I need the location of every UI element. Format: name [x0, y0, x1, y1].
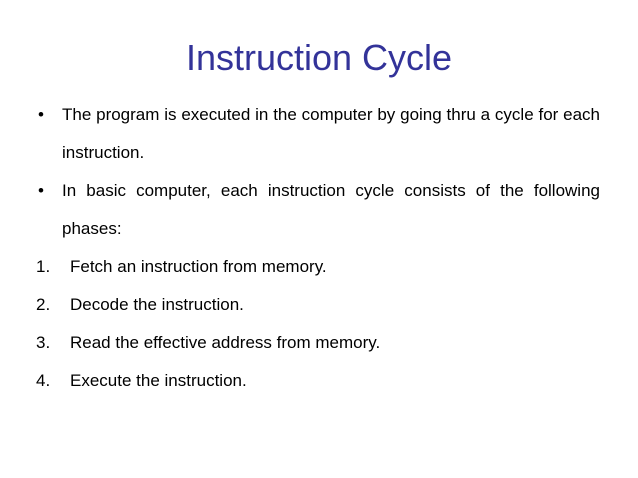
- step-item: [0, 286, 638, 324]
- step-number: 4.: [36, 371, 51, 390]
- step-item: [0, 324, 638, 362]
- step-number: 1.: [36, 257, 51, 276]
- slide-title: Instruction Cycle: [185, 37, 453, 78]
- step-text: Fetch an instruction from memory.: [70, 257, 327, 276]
- step-text: Read the effective address from memory.: [70, 333, 381, 352]
- step-item: [0, 248, 638, 286]
- bullet-text: In basic computer, each instruction cycle consists of the following phases:: [62, 181, 600, 238]
- step-text: Execute the instruction.: [70, 371, 247, 390]
- step-text: Decode the instruction.: [70, 295, 244, 314]
- bullet-item: [0, 96, 638, 172]
- step-number: 2.: [36, 295, 51, 314]
- step-number: 3.: [36, 333, 51, 352]
- bullet-item: [0, 172, 638, 248]
- bullet-marker: •: [38, 181, 44, 200]
- slide-body: [0, 96, 638, 400]
- bullet-text: The program is executed in the computer by going thru a cycle for each instruction.: [62, 105, 600, 162]
- step-item: [0, 362, 638, 400]
- bullet-marker: •: [38, 105, 44, 124]
